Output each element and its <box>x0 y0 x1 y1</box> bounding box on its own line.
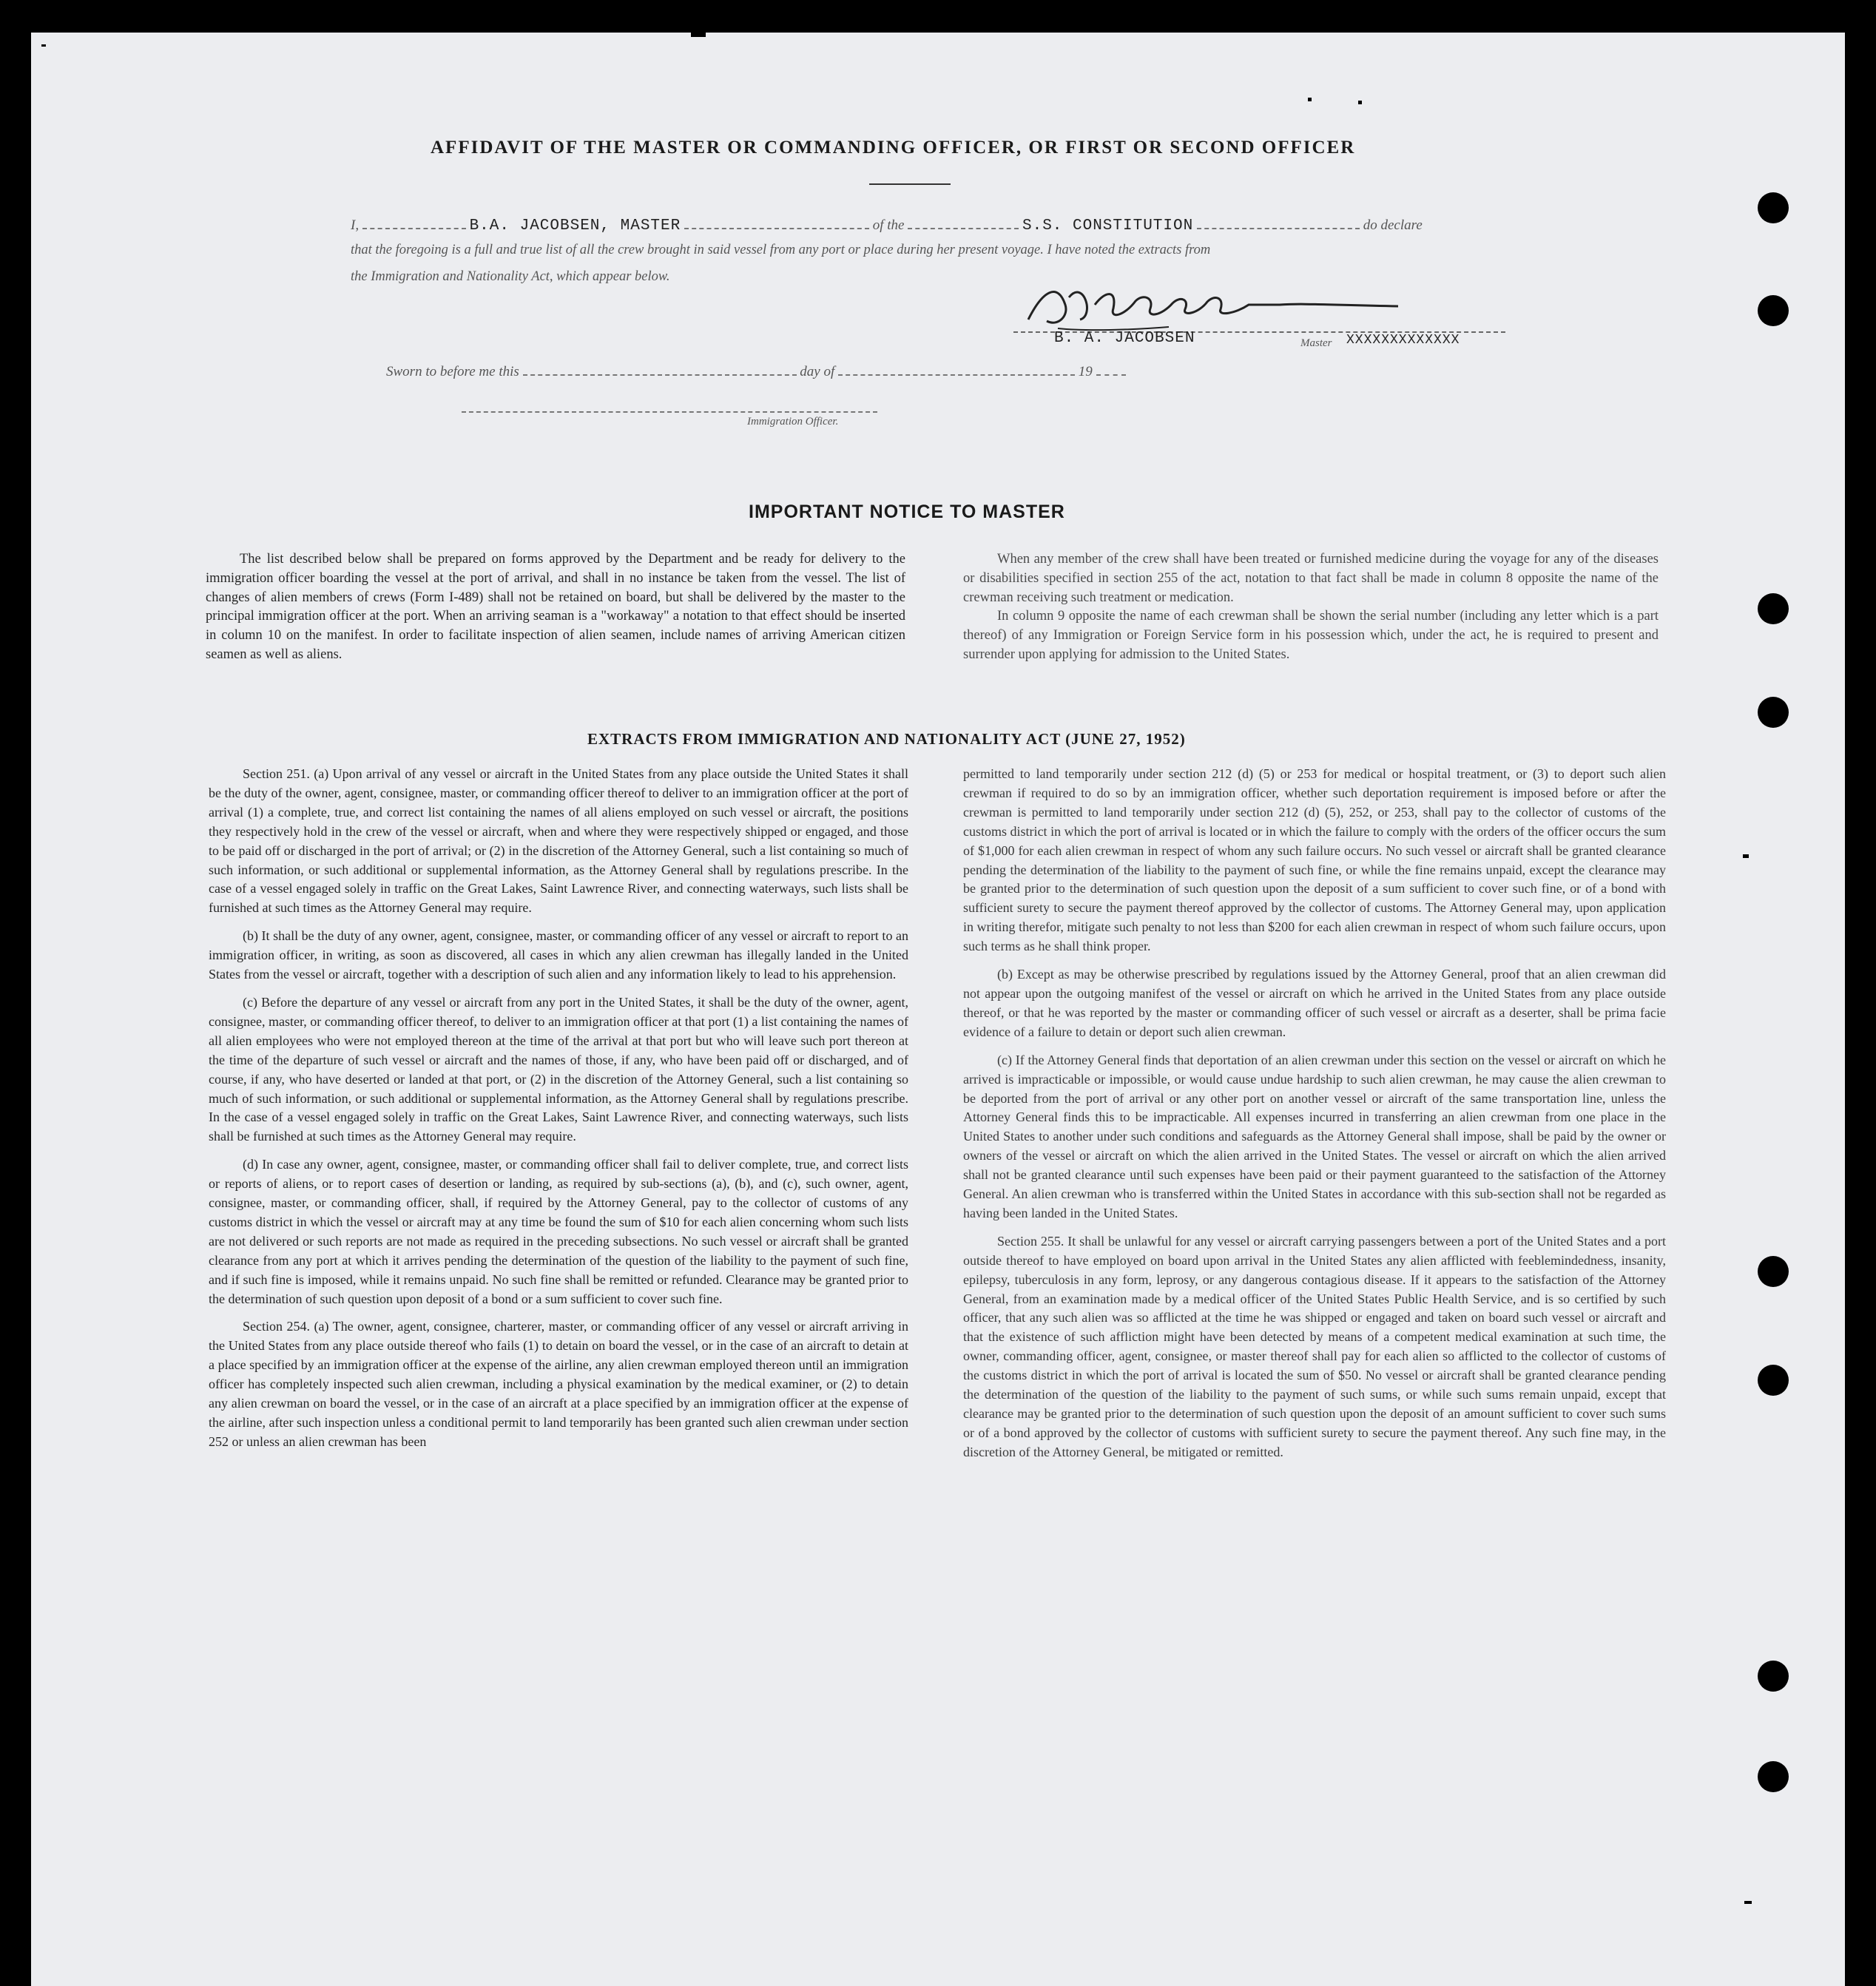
year-prefix: 19 <box>1078 364 1093 379</box>
master-signature <box>1013 275 1420 334</box>
sworn-date-blank <box>523 361 797 376</box>
section-251-c: (c) Before the departure of any vessel or aircraft from any port in the United States, it shall be the duty of the owner, agent, consignee, master, or commanding officer thereof, to deliver to an immigration officer at that port (1) a list containing the names of all alien employees who were not employed thereon at the time of the arrival at that port but who will leave such port thereon at the time of the departure of such vessel or aircraft and the names of those, if any, who have been paid off or discharged, and of course, if any, who have deserted or landed at that port, or (2) in the discretion of the Attorney General, such a list containing so much of such information, or such additional or supplemental information, as the Attorney General shall by regulations prescribe. In the case of a vessel engaged solely in traffic on the Great Lakes, Saint Lawrence River, and connecting waterways, such lists shall be furnished at such times as the Attorney General may require. <box>209 994 908 1144</box>
punch-hole <box>1758 1661 1789 1692</box>
section-251-d: (d) In case any owner, agent, consignee, master, or commanding officer shall fail to deliver complete, true, and correct lists or reports of aliens, or to report cases of desertion or landing, as required by sub-sections (a), (b), and (c), such owner, agent, consignee, master, or commanding officer, shall, if required by the Attorney General, pay to the collector of customs of any customs district in which the vessel or aircraft may at any time be found the sum of $10 for each alien concerning whom such lists are not delivered or such reports are not made as required in the preceding subsections. No such vessel or aircraft shall be granted clearance from any port at which it arrives pending the determination of the question of the liability to the payment of such fine, and if such fine is imposed, while it remains unpaid. No such fine shall be remitted or refunded. Clearance may be granted prior to the determination of such question upon deposit of a bond or a sum sufficient to cover such fine. <box>209 1157 908 1306</box>
notice-left-paragraph: The list described below shall be prepared on forms approved by the Department and be ready for delivery to the immigration officer boarding the vessel at the port of arrival, and shall in no instance be taken from the vessel. The list of changes of alien members of crews (Form I-489) shall not be retained on board, but shall be delivered by the master to the principal immigration officer at the port. When an arriving seaman is a "workaway" a notation to that effect should be inserted in column 10 on the manifest. In order to facilitate inspection of alien seamen, include names of arriving American citizen seamen as well as aliens. <box>206 552 905 662</box>
do-declare-label: do declare <box>1363 217 1423 233</box>
immigration-officer-label: Immigration Officer. <box>747 416 839 428</box>
scan-speck <box>41 44 46 47</box>
sworn-line <box>386 361 1126 380</box>
day-of-label: day of <box>800 364 835 379</box>
punch-hole <box>1758 192 1789 223</box>
declaration-line-2: that the foregoing is a full and true list of all the crew brought in said vessel from any port or place during her present voyage. I have noted the extracts from <box>351 243 1211 257</box>
vessel-name: S.S. CONSTITUTION <box>1022 217 1194 234</box>
punch-hole <box>1758 1256 1789 1287</box>
section-254-a: Section 254. (a) The owner, agent, consignee, charterer, master, or commanding officer of any vessel or aircraft arriving in the United States from any place outside thereof who fails (1) to detain on board the vessel, or in the case of an aircraft to detain at a place specified by an immigration officer at the expense of the airline, any alien crewman employed thereon until an immigration officer has completely inspected such alien crewman, including a physical examination by the medical examiner, or (2) to detain any alien crewman on board the vessel, or in the case of an aircraft at a place specified by an immigration officer at the expense of the airline, after such inspection unless a conditional permit to land temporarily has been granted such alien crewman under section 252 or unless an alien crewman has been <box>209 1319 908 1449</box>
master-name: B.A. JACOBSEN, MASTER <box>469 217 681 234</box>
scan-speck <box>1308 98 1312 101</box>
notice-right-paragraph-1: When any member of the crew shall have been treated or furnished medicine during the voyage for any of the diseases or disabilities specified in section 255 of the act, notation to that fact shall be made in column 8 opposite the name of the crewman receiving such treatment or medication. <box>963 552 1659 605</box>
affidavit-title: AFFIDAVIT OF THE MASTER OR COMMANDING OFFICER, OR FIRST OR SECOND OFFICER <box>431 138 1356 158</box>
scan-speck <box>1358 101 1362 104</box>
punch-hole <box>1758 1761 1789 1792</box>
master-label: Master <box>1300 337 1332 349</box>
scan-speck <box>1743 854 1749 858</box>
scan-speck <box>1744 1901 1752 1904</box>
extracts-right-column <box>963 765 1666 1471</box>
signature-typed-name: B. A. JACOBSEN <box>1054 330 1195 347</box>
blank-line <box>684 215 869 229</box>
declaration-line-3: the Immigration and Nationality Act, which appear below. <box>351 269 670 284</box>
punch-hole <box>1758 593 1789 624</box>
section-254-a-continued: permitted to land temporarily under section 212 (d) (5) or 253 for medical or hospital treatment, or (3) to deport such alien crewman if required to do so by an immigration officer, whether such deportation requirement is imposed before or after the crewman is permitted to land temporarily under section 212 (d) (5), 252, or 253, shall pay to the collector of customs of the customs district in which the port of arrival is located or in which the failure to comply with the orders of the officer occurs the sum of $1,000 for each alien crewman in respect of whom any such failure occurs. No such vessel or aircraft shall be granted clearance pending the determination of the liability to the payment of such fine, or while the fine remains unpaid, except the clearance may be granted prior to the determination of such question upon the deposit of a sum sufficient to cover such fine, or of a bond with sufficient surety to secure the payment thereof approved by the collector of customs. The Attorney General may, upon application in writing therefor, mitigate such penalty to not less than $200 for each alien crewman in respect of whom such failure occurs, upon such terms as he shall think proper. <box>963 766 1666 954</box>
blank-line <box>908 215 1019 229</box>
section-254-b: (b) Except as may be otherwise prescribed by regulations issued by the Attorney General, proof that an alien crewman did not appear upon the outgoing manifest of the vessel or aircraft on which he arrived in the United States from any place outside thereof, or that he was reported by the master or commanding officer of such vessel or aircraft as a deserter, shall be prima facie evidence of a failure to detain or deport such alien crewman. <box>963 967 1666 1039</box>
section-251-b: (b) It shall be the duty of any owner, agent, consignee, master, or commanding officer of any vessel or aircraft to report to an immigration officer, in writing, as soon as discovered, all cases in which any alien crewman has illegally landed in the United States from the vessel or aircraft, together with a description of such alien and any information likely to lead to his apprehension. <box>209 928 908 982</box>
month-blank <box>838 361 1075 376</box>
title-rule <box>869 183 951 185</box>
declarant-prefix: I, <box>351 217 360 233</box>
struck-title: XXXXXXXXXXXXX <box>1346 333 1460 348</box>
punch-hole <box>1758 1365 1789 1396</box>
blank-line <box>1197 215 1360 229</box>
notice-right-paragraph-2: In column 9 opposite the name of each crewman shall be shown the serial number (including any letter which is a part thereof) of any Immigration or Foreign Service form in his possession which, under the act, he is required to present and surrender upon applying for admission to the United States. <box>963 609 1659 662</box>
sworn-label: Sworn to before me this <box>386 364 519 379</box>
section-255: Section 255. It shall be unlawful for any vessel or aircraft carrying passengers between a port of the United States and a port outside thereof to have employed on board upon arrival in the United States any alien afflicted with feeblemindedness, insanity, epilepsy, tuberculosis in any form, leprosy, or any dangerous contagious disease. If it appears to the satisfaction of the Attorney General, from an examination made by a medical officer of the United States Public Health Service, and is so certified by such officer, that any such alien was so afflicted at the time he was shipped or engaged and taken on board such vessel or aircraft and that the existence of such affliction might have been detected by means of a competent medical examination at such time, the owner, commanding officer, agent, consignee, or master thereof shall pay for each alien so afflicted to the collector of customs of the customs district in which the port of arrival is located the sum of $50. No vessel or aircraft shall be granted clearance pending the determination of the question of the liability to the payment of such sums, or while such sums remain unpaid, except that clearance may be granted prior to the determination of such question upon the deposit of an amount sufficient to cover such sums or of a bond approved by the collector of customs with sufficient surety to secure the payment thereof. Any such fine may, in the discretion of the Attorney General, be mitigated or remitted. <box>963 1233 1666 1459</box>
section-251-a: Section 251. (a) Upon arrival of any vessel or aircraft in the United States from any place outside the United States it shall be the duty of the owner, agent, consignee, master, or commanding officer thereof to deliver to an immigration officer at the port of arrival (1) a complete, true, and correct list containing the names of all aliens employed on such vessel or aircraft, the positions they respectively hold in the crew of the vessel or aircraft, when and where they were respectively shipped or engaged, and those to be paid off or discharged in the port of arrival; or (2) in the discretion of the Attorney General, such a list containing so much of such information, or such additional or supplemental information, as the Attorney General shall by regulations prescribe. In the case of a vessel engaged solely in traffic on the Great Lakes, Saint Lawrence River, and connecting waterways, such lists shall be furnished at such times as the Attorney General may require. <box>209 766 908 916</box>
notice-right-column <box>963 550 1659 674</box>
notice-left-column <box>206 550 905 674</box>
blank-line <box>362 215 466 229</box>
punch-hole <box>1758 697 1789 728</box>
punch-hole <box>1758 295 1789 326</box>
year-blank <box>1096 361 1126 376</box>
extracts-title: EXTRACTS FROM IMMIGRATION AND NATIONALITY ACT (JUNE 27, 1952) <box>587 730 1186 748</box>
of-the-label: of the <box>872 217 905 233</box>
extracts-left-column <box>209 765 908 1461</box>
scan-speck <box>691 33 706 37</box>
section-254-c: (c) If the Attorney General finds that deportation of an alien crewman under this section on the vessel or aircraft on which he arrived is impracticable or impossible, or would cause undue hardship to such alien crewman, he may cause the alien crewman to be deported from the port of arrival or any other port on another vessel or aircraft of the same transportation line, unless the Attorney General finds this to be impracticable. All expenses incurred in transferring an alien crewman from one place in the United States to another under such conditions and safeguards as the Attorney General shall impose, shall be paid by the owner or owners of the vessel or aircraft on which the alien arrived in the United States. The vessel or aircraft on which the alien arrived shall not be granted clearance until such expenses have been paid or their payment guaranteed to the satisfaction of the Attorney General. An alien crewman who is transferred within the United States in accordance with this sub-section shall not be regarded as having been landed in the United States. <box>963 1052 1666 1220</box>
declaration-line-1 <box>351 215 1423 234</box>
notice-title: IMPORTANT NOTICE TO MASTER <box>749 501 1065 522</box>
officer-signature-line <box>462 411 877 413</box>
